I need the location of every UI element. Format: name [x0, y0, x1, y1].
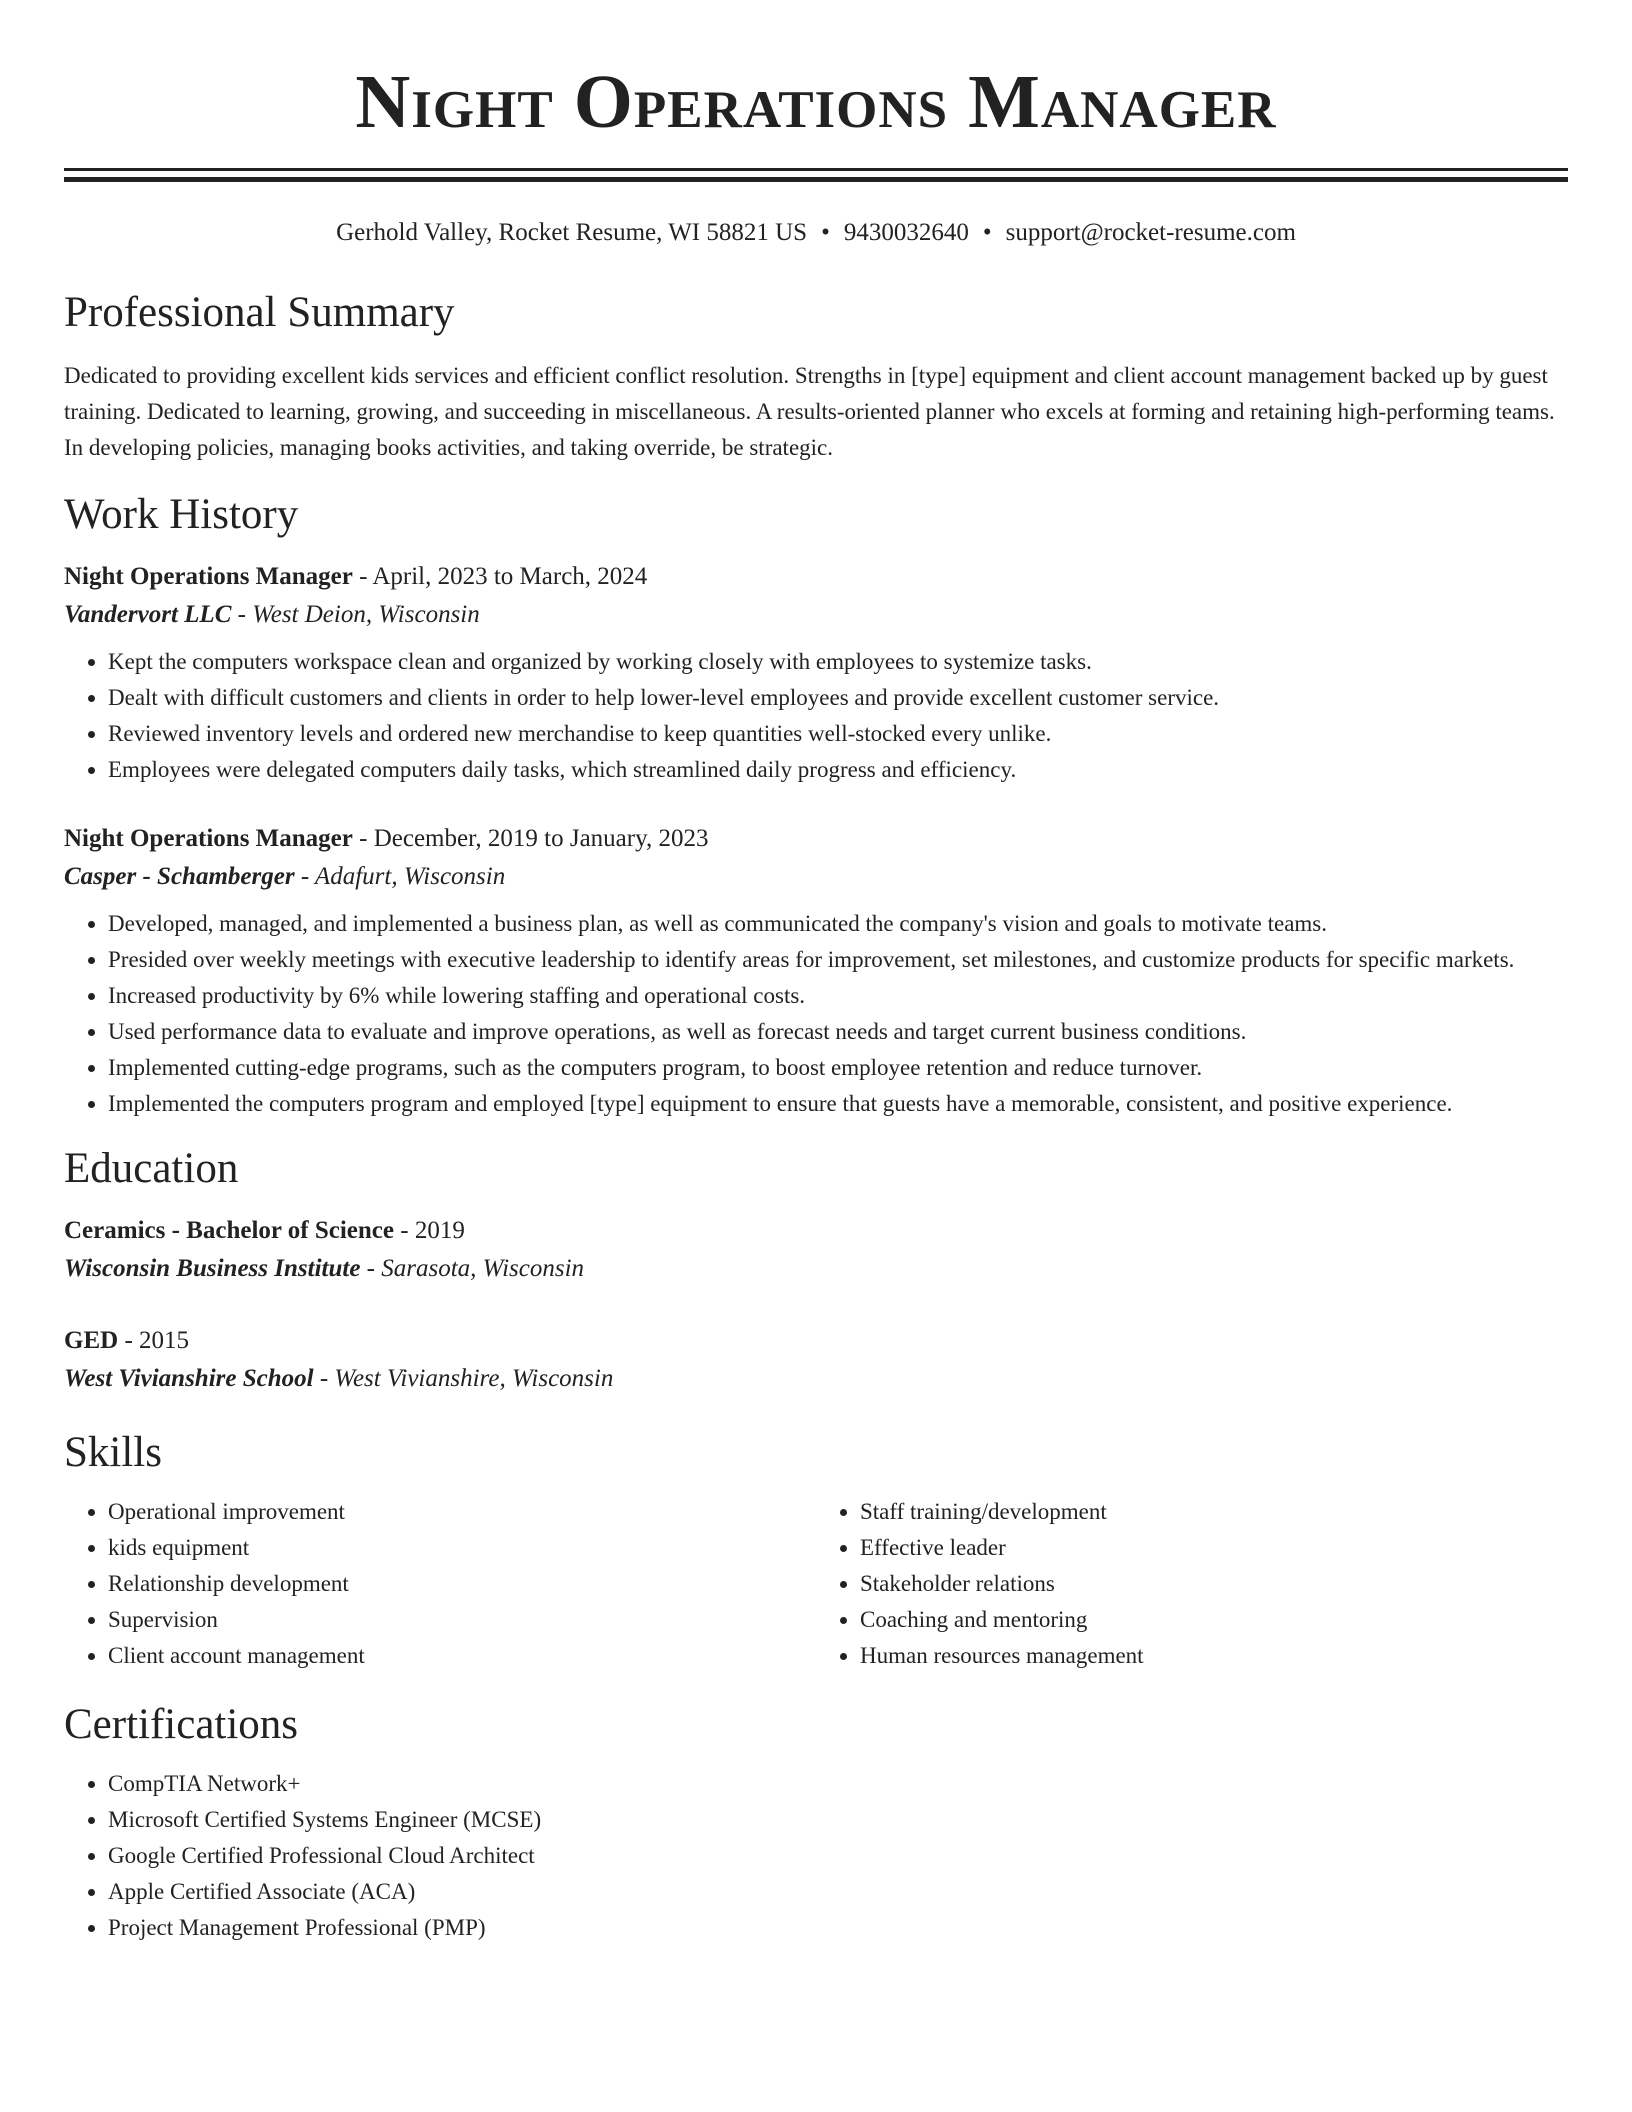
skills-heading: Skills [64, 1429, 162, 1476]
list-item: • Presided over weekly meetings with executive leadership to identify areas for improvement, set milestones, and customize products for specific markets. [108, 942, 1568, 978]
job-role: Night Operations Manager [64, 825, 353, 852]
list-item: • Stakeholder relations [860, 1566, 1568, 1602]
school-name: West Vivianshire School [64, 1365, 314, 1392]
list-item: • CompTIA Network+ [108, 1766, 1568, 1802]
employer-name: Casper - Schamberger [64, 863, 295, 890]
summary-heading: Professional Summary [64, 289, 455, 336]
job-dates: - December, 2019 to January, 2023 [352, 825, 709, 852]
list-item: • Microsoft Certified Systems Engineer (MCSE) [108, 1802, 1568, 1838]
employer-line [64, 858, 1568, 896]
job-role: Night Operations Manager [64, 563, 353, 590]
list-item: • Implemented the computers program and employed [type] equipment to ensure that guests have a memorable, consistent, and positive experience. [108, 1086, 1568, 1122]
list-item: • Coaching and mentoring [860, 1602, 1568, 1638]
degree-line [64, 1322, 1568, 1360]
job-duties-list [64, 906, 1568, 1122]
school-location: - West Vivianshire, Wisconsin [313, 1365, 614, 1392]
employer-line [64, 596, 1568, 634]
contact-separator: • [982, 219, 992, 246]
school-name: Wisconsin Business Institute [64, 1255, 361, 1282]
certifications-list [64, 1766, 1568, 1946]
employer-location: - Adafurt, Wisconsin [294, 863, 506, 890]
work-history-heading: Work History [64, 491, 299, 538]
list-item: • Client account management [108, 1638, 816, 1674]
summary-text: Dedicated to providing excellent kids services and efficient conflict resolution. Strengths in [type] equipment and client account management backed up by guest training. Dedicated to learning, growing, and succeeding in miscellaneous. A results-oriented planner who excels at forming and retaining high-performing teams. In developing policies, managing books activities, and taking override, be strategic. [64, 363, 1555, 460]
school-line [64, 1250, 1568, 1288]
list-item: • kids equipment [108, 1530, 816, 1566]
contact-phone: 9430032640 [843, 219, 969, 246]
list-item: • Reviewed inventory levels and ordered new merchandise to keep quantities well-stocked every unlike. [108, 716, 1568, 752]
list-item: • Google Certified Professional Cloud Architect [108, 1838, 1568, 1874]
employer-location: - West Deion, Wisconsin [231, 601, 480, 628]
job-title-line [64, 558, 1568, 596]
education-entry [64, 1322, 1568, 1398]
list-item: • Staff training/development [860, 1494, 1568, 1530]
list-item: • Kept the computers workspace clean and organized by working closely with employees to systemize tasks. [108, 644, 1568, 680]
job-dates: - April, 2023 to March, 2024 [352, 563, 648, 590]
degree-year: - 2015 [118, 1327, 190, 1354]
degree-name: Ceramics - Bachelor of Science [64, 1217, 394, 1244]
education-heading: Education [64, 1145, 239, 1192]
job-entry [64, 820, 1568, 1122]
list-item: • Operational improvement [108, 1494, 816, 1530]
list-item: • Supervision [108, 1602, 816, 1638]
resume-title: Night Operations Manager [355, 60, 1277, 144]
list-item: • Human resources management [860, 1638, 1568, 1674]
list-item: • Used performance data to evaluate and improve operations, as well as forecast needs and target current business conditions. [108, 1014, 1568, 1050]
list-item: • Project Management Professional (PMP) [108, 1910, 1568, 1946]
school-location: - Sarasota, Wisconsin [360, 1255, 585, 1282]
skills-list-right [816, 1494, 1568, 1674]
contact-address: Gerhold Valley, Rocket Resume, WI 58821 US [336, 219, 808, 246]
school-line [64, 1360, 1568, 1398]
skills-columns [64, 1494, 1568, 1674]
list-item: • Effective leader [860, 1530, 1568, 1566]
education-entry [64, 1212, 1568, 1288]
contact-line [64, 218, 1568, 248]
contact-separator: • [821, 219, 830, 246]
list-item: • Increased productivity by 6% while lowering staffing and operational costs. [108, 978, 1568, 1014]
list-item: • Developed, managed, and implemented a business plan, as well as communicated the company's vision and goals to motivate teams. [108, 906, 1568, 942]
header-rule-thin [64, 168, 1568, 171]
contact-email: support@rocket-resume.com [1005, 219, 1296, 246]
degree-name: GED [64, 1327, 119, 1354]
certifications-heading: Certifications [64, 1701, 299, 1748]
degree-line [64, 1212, 1568, 1250]
degree-year: - 2019 [394, 1217, 465, 1244]
skills-list-left [64, 1494, 816, 1674]
employer-name: Vandervort LLC [64, 601, 232, 628]
list-item: • Apple Certified Associate (ACA) [108, 1874, 1568, 1910]
job-duties-list [64, 644, 1568, 788]
job-title-line [64, 820, 1568, 858]
job-entry [64, 558, 1568, 788]
list-item: • Dealt with difficult customers and clients in order to help lower-level employees and provide excellent customer service. [108, 680, 1568, 716]
list-item: • Employees were delegated computers daily tasks, which streamlined daily progress and efficiency. [108, 752, 1568, 788]
header-rule-thick [64, 177, 1568, 182]
list-item: • Implemented cutting-edge programs, such as the computers program, to boost employee retention and reduce turnover. [108, 1050, 1568, 1086]
list-item: • Relationship development [108, 1566, 816, 1602]
